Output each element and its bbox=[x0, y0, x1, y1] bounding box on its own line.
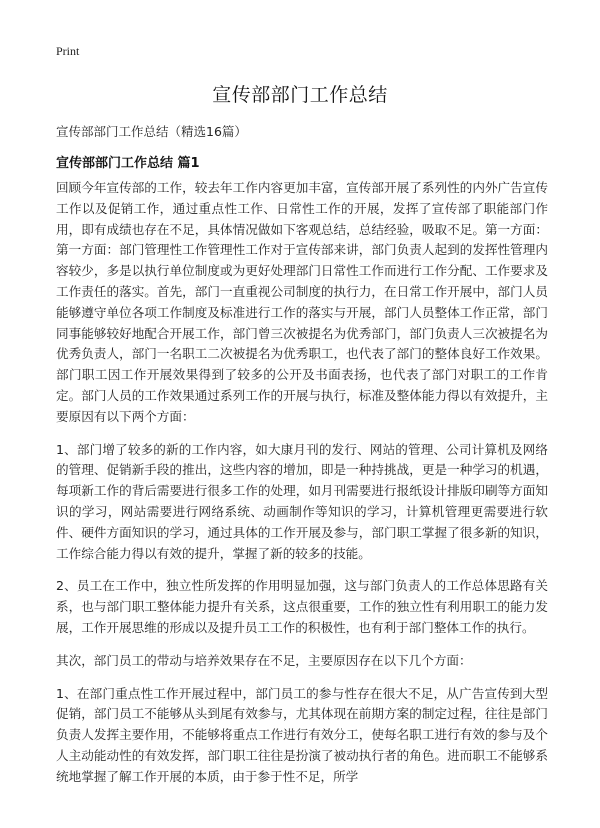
paragraph: 1、在部门重点性工作开展过程中，部门员工的参与性存在很大不足，从广告宣传到大型促销，部门员工不能够从头到尾有效参与，尤其体现在前期方案的制定过程，往往是部门负责人发挥主要作用，不能够将重点工作进行有效分工，使每名职工进行有效的参与及个人主动能动性的有效发挥，部门职工往往是扮演了被动执行者的角色。进而职工不能够系统地掌握了解工作开展的本质，由于参于性不足，所学 bbox=[56, 685, 548, 784]
section-heading: 宣传部部门工作总结 篇1 bbox=[56, 156, 200, 171]
page-title: 宣传部部门工作总结 bbox=[212, 84, 388, 106]
paragraph: 其次，部门员工的带动与培养效果存在不足，主要原因存在以下几个方面： bbox=[56, 652, 472, 668]
paragraph: 2、员工在工作中，独立性所发挥的作用明显加强，这与部门负责人的工作总体思路有关系，也与部门职工整体能力提升有关系，这点很重要，工作的独立性有利用职工的能力发展，工作开展思维的形成以及提升员工工作的积极性，也有利于部门整体工作的执行。 bbox=[56, 578, 548, 635]
document-subtitle: 宣传部部门工作总结（精选16篇） bbox=[56, 124, 247, 139]
print-link[interactable]: Print bbox=[56, 44, 80, 58]
body-text bbox=[56, 178, 548, 800]
paragraph: 1、部门增了较多的新的工作内容，如大康月刊的发行、网站的管理、公司计算机及网络的管理、促销新手段的推出，这些内容的增加，即是一种持挑战，更是一种学习的机遇，每项新工作的背后需要进行很多工作的处理，如月刊需要进行报纸设计排版印刷等方面知识的学习，网站需要进行网络系统、动画制作等知识的学习，计算机管理更需要进行软件、硬件方面知识的学习，通过具体的工作开展及参与，部门职工掌握了很多新的知识，工作综合能力得以有效的提升，掌握了新的较多的技能。 bbox=[56, 441, 548, 561]
paragraph: 回顾今年宣传部的工作，较去年工作内容更加丰富，宣传部开展了系列性的内外广告宣传工作以及促销工作，通过重点性工作、日常性工作的开展，发挥了宣传部了职能部门作用，即有成绩也存在不足，具体情况做如下客观总结，总结经验，吸取不足。第一方面：第一方面：部门管理性工作管理性工作对于宣传部来讲，部门负责人起到的发挥性管理内容较少，多是以执行单位制度或为更好处理部门日常性工作而进行工作分配、工作要求及工作责任的落实。首先，部门一直重视公司制度的执行力，在日常工作开展中，部门人员能够遵守单位各项工作制度及标准进行工作的落实与开展，部门人员整体工作正常，部门同事能够较好地配合开展工作，部门曾三次被提名为优秀部门，部门负责人三次被提名为优秀负责人，部门一名职工二次被提名为优秀职工，也代表了部门的整体良好工作效果。部门职工因工作开展效果得到了较多的公开及书面表扬，也代表了部门对职工的工作肯定。部门人员的工作效果通过系列工作的开展与执行，标准及整体能力得以有效提升，主要原因有以下两个方面： bbox=[56, 180, 548, 424]
